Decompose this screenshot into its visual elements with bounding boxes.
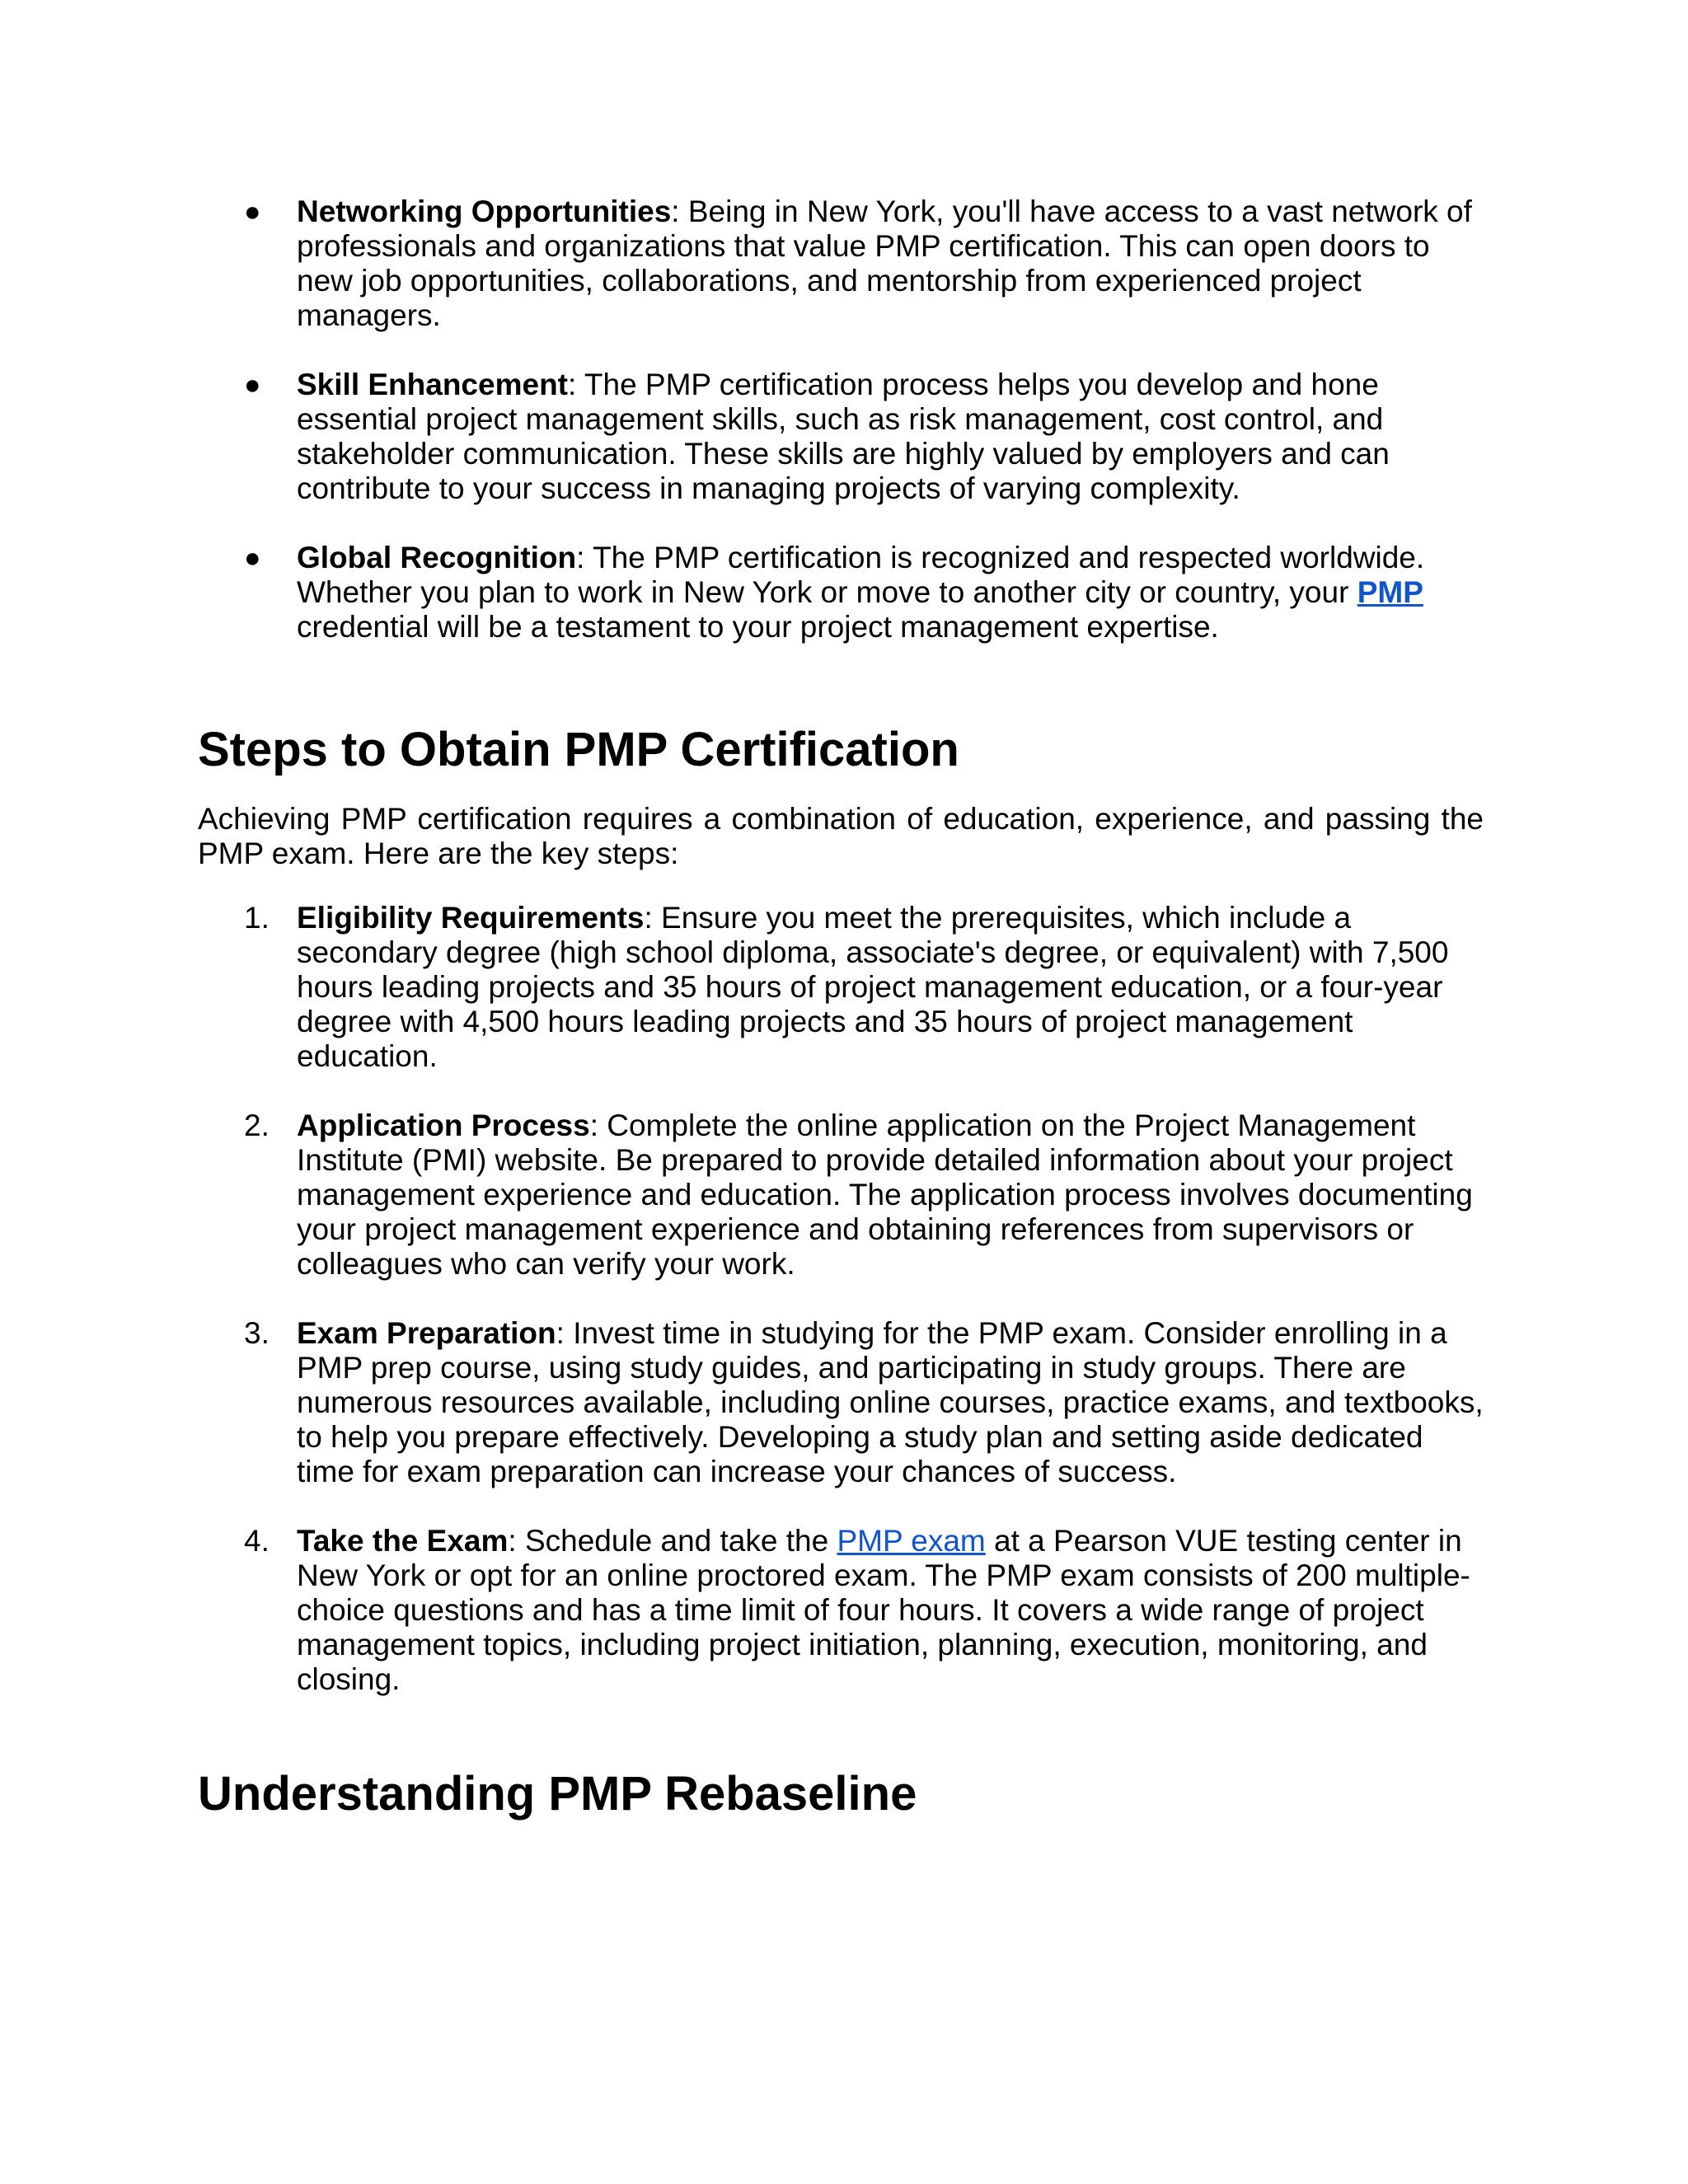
step-application: [198, 1108, 1484, 1282]
item-text: : The PMP certification is recognized and respected worldwide. Whether you plan to work in New York or move to another city or country, your: [297, 541, 1425, 609]
benefits-list: [198, 194, 1484, 644]
item-text: : Being in New York, you'll have access to a vast network of professionals and organizations that value PMP certification. This can open doors to new job opportunities, collaborations, and mentorship from experienced project managers.: [297, 194, 1472, 332]
step-number: 2.: [244, 1108, 270, 1142]
step-title: Exam Preparation: [297, 1316, 556, 1350]
rebaseline-heading: Understanding PMP Rebaseline: [198, 1767, 917, 1821]
step-number: 3.: [244, 1316, 270, 1350]
bullet-icon: ●: [244, 369, 261, 401]
step-take-exam: [198, 1524, 1484, 1697]
item-title: Skill Enhancement: [297, 368, 568, 401]
item-text: : The PMP certification process helps you develop and hone essential project management skills, such as risk management, cost control, and stakeholder communication. These skills are highly valued by employers and can contribute to your success in managing projects of varying complexity.: [297, 368, 1390, 505]
step-title: Eligibility Requirements: [297, 901, 645, 935]
pmp-exam-link[interactable]: PMP exam: [837, 1524, 986, 1558]
bullet-icon: ●: [244, 196, 261, 227]
step-preparation: [198, 1316, 1484, 1489]
step-text: : Invest time in studying for the PMP exam. Consider enrolling in a PMP prep course, using study guides, and participating in study groups. There are numerous resources available, including online courses, practice exams, and textbooks, to help you prepare effectively. Developing a study plan and setting aside dedicated time for exam preparation can increase your chances of success.: [297, 1316, 1484, 1488]
step-text: : Complete the online application on the Project Management Institute (PMI) website. Be prepared to provide detailed information about your project management experience and education. The application process involves documenting your project management experience and obtaining references from supervisors or colleagues who can verify your work.: [297, 1108, 1473, 1281]
pmp-link[interactable]: PMP: [1357, 575, 1423, 609]
item-title: Global Recognition: [297, 541, 577, 574]
steps-heading: Steps to Obtain PMP Certification: [198, 723, 959, 776]
step-text: : Schedule and take the: [508, 1524, 837, 1558]
list-item-networking: [198, 194, 1484, 333]
steps-intro: Achieving PMP certification requires a combination of education, experience, and passing the PMP exam. Here are the key steps:: [198, 802, 1484, 870]
step-title: Take the Exam: [297, 1524, 509, 1558]
item-text-after: credential will be a testament to your project management expertise.: [297, 610, 1219, 644]
step-number: 4.: [244, 1524, 270, 1558]
step-text: : Ensure you meet the prerequisites, which include a secondary degree (high school diploma, associate's degree, or equivalent) with 7,500 hours leading projects and 35 hours of project management education, or a four-year degree with 4,500 hours leading projects and 35 hours of project management education.: [297, 901, 1449, 1073]
document-content: [198, 194, 1484, 1821]
list-item-skill: [198, 368, 1484, 506]
item-title: Networking Opportunities: [297, 194, 672, 228]
steps-list: [198, 901, 1484, 1697]
step-number: 1.: [244, 901, 270, 935]
list-item-global: [198, 541, 1484, 644]
step-text-after: at a Pearson VUE testing center in New York or opt for an online proctored exam. The PMP exam consists of 200 multiple-choice questions and has a time limit of four hours. It covers a wide range of project management topics, including project initiation, planning, execution, monitoring, and closing.: [297, 1524, 1470, 1696]
step-title: Application Process: [297, 1108, 590, 1142]
bullet-icon: ●: [244, 542, 261, 574]
step-eligibility: [198, 901, 1484, 1074]
